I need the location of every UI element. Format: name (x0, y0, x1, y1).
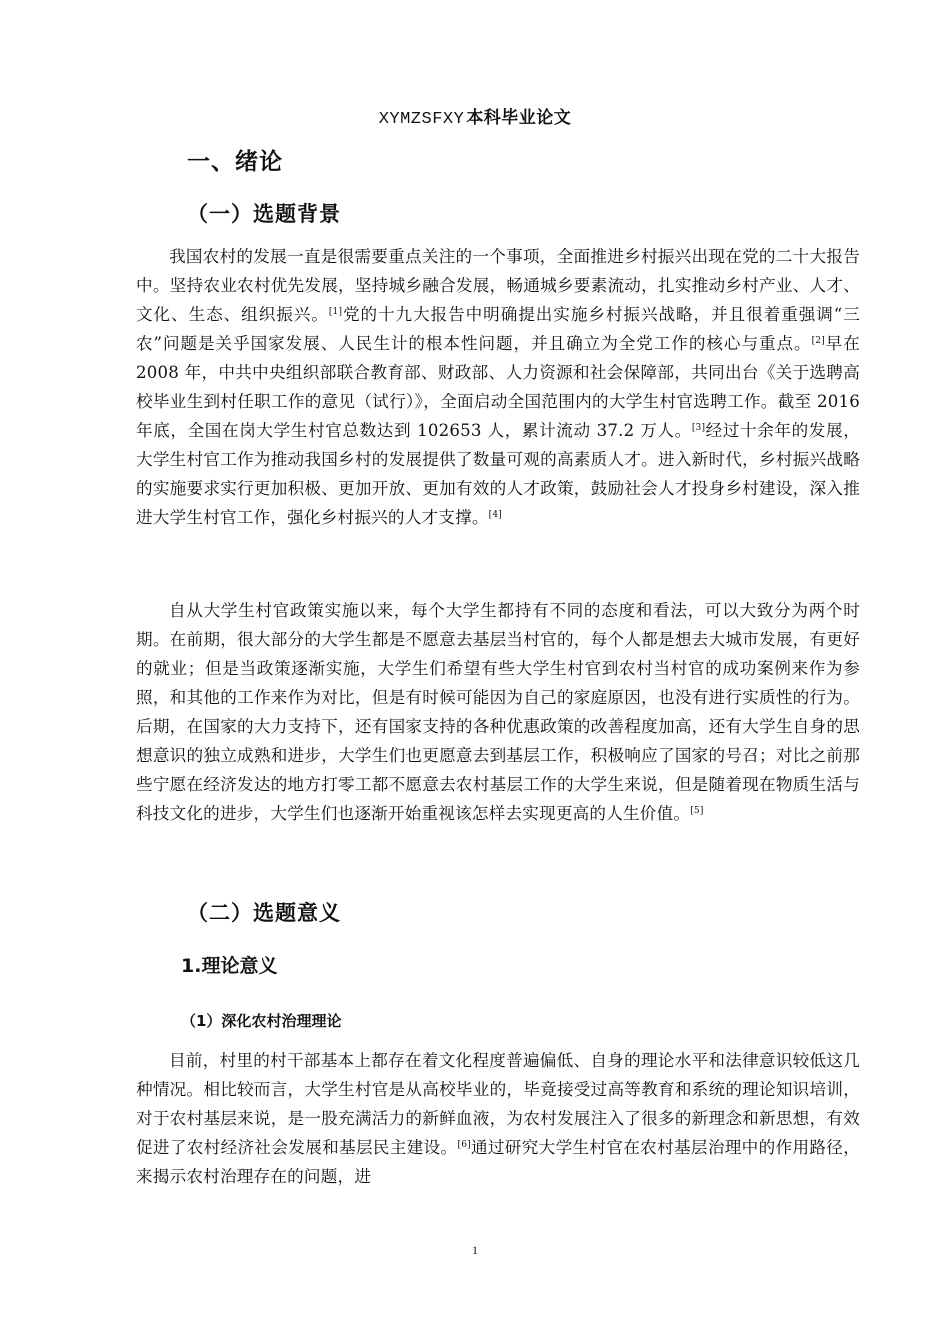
header-school-code: XYMZSFXY (378, 110, 465, 129)
citation: [5] (690, 806, 704, 816)
paragraph-theory-1 (136, 1046, 860, 1191)
paragraph-text: 经过十余年的发展，大学生村官工作为推动我国乡村的发展提供了数量可观的高素质人才。进入新时代，乡村振兴战略的实施要求实行更加积极、更加开放、更加有效的人才政策，鼓励社会人才投身乡村建设，深入推进大学生村官工作，强化乡村振兴的人才支撑。 (136, 421, 860, 527)
citation: [4] (488, 510, 503, 520)
paragraph-background-2 (136, 596, 860, 828)
paragraph-text: 早在 2008 年，中共中央组织部联合教育部、财政部、人力资源和社会保障部，共同出台《关于选聘高校毕业生到村任职工作的意见（试行）》，全面启动全国范围内的大学生村官选聘工作。截至 2016 年底，全国在岗大学生村官总数达到 102653 人，累计流动 37.2 万人。 (136, 334, 860, 440)
paragraph-text: 目前，村里的村干部基本上都存在着文化程度普遍偏低、自身的理论水平和法律意识较低这几种情况。相比较而言，大学生村官是从高校毕业的，毕竟接受过高等教育和系统的理论知识培训，对于农村基层来说，是一股充满活力的新鲜血液，为农村发展注入了很多的新理念和新思想，有效促进了农村经济社会发展和基层民主建设。 (136, 1051, 860, 1157)
paragraph-background-1 (136, 242, 860, 532)
chapter-title: 一、绪论 (187, 149, 283, 175)
citation: [1] (328, 307, 343, 317)
citation: [2] (811, 336, 825, 346)
paragraph-text: 我国农村的发展一直是很需要重点关注的一个事项，全面推进乡村振兴出现在党的二十大报告中。坚持农业农村优先发展，坚持城乡融合发展，畅通城乡要素流动，扎实推动乡村产业、人才、文化、生态、组织振兴。 (136, 247, 860, 324)
paragraph-text: 党的十九大报告中明确提出实施乡村振兴战略，并且很着重强调“三农”问题是关乎国家发展、人民生计的根本性问题，并且确立为全党工作的核心与重点。 (136, 305, 861, 353)
paragraph-text: 自从大学生村官政策实施以来，每个大学生都持有不同的态度和看法，可以大致分为两个时期。在前期，很大部分的大学生都是不愿意去基层当村官的，每个人都是想去大城市发展，有更好的就业；但是当政策逐渐实施，大学生们希望有些大学生村官到农村当村官的成功案例来作为参照，和其他的工作来作为对比，但是有时候可能因为自己的家庭原因，也没有进行实质性的行为。后期，在国家的大力支持下，还有国家支持的各种优惠政策的改善程度加高，还有大学生自身的思想意识的独立成熟和进步，大学生们也更愿意去到基层工作，积极响应了国家的号召；对比之前那些宁愿在经济发达的地方打零工都不愿意去农村基层工作的大学生来说，但是随着现在物质生活与科技文化的进步，大学生们也逐渐开始重视该怎样去实现更高的人生价值。 (136, 601, 860, 823)
running-header (0, 103, 950, 129)
subsection-title-theory: 1.理论意义 (181, 955, 278, 977)
section-title-background: （一）选题背景 (187, 202, 341, 226)
page-number: 1 (472, 1243, 478, 1257)
section-title-significance: （二）选题意义 (187, 901, 341, 925)
citation: [6] (457, 1140, 471, 1150)
subsubsection-title-governance: （1）深化农村治理理论 (181, 1012, 342, 1030)
header-thesis-label: 本科毕业论文 (466, 108, 572, 128)
paragraph-text: 通过研究大学生村官在农村基层治理中的作用路径，来揭示农村治理存在的问题，进 (136, 1138, 860, 1186)
citation: [3] (691, 423, 706, 433)
